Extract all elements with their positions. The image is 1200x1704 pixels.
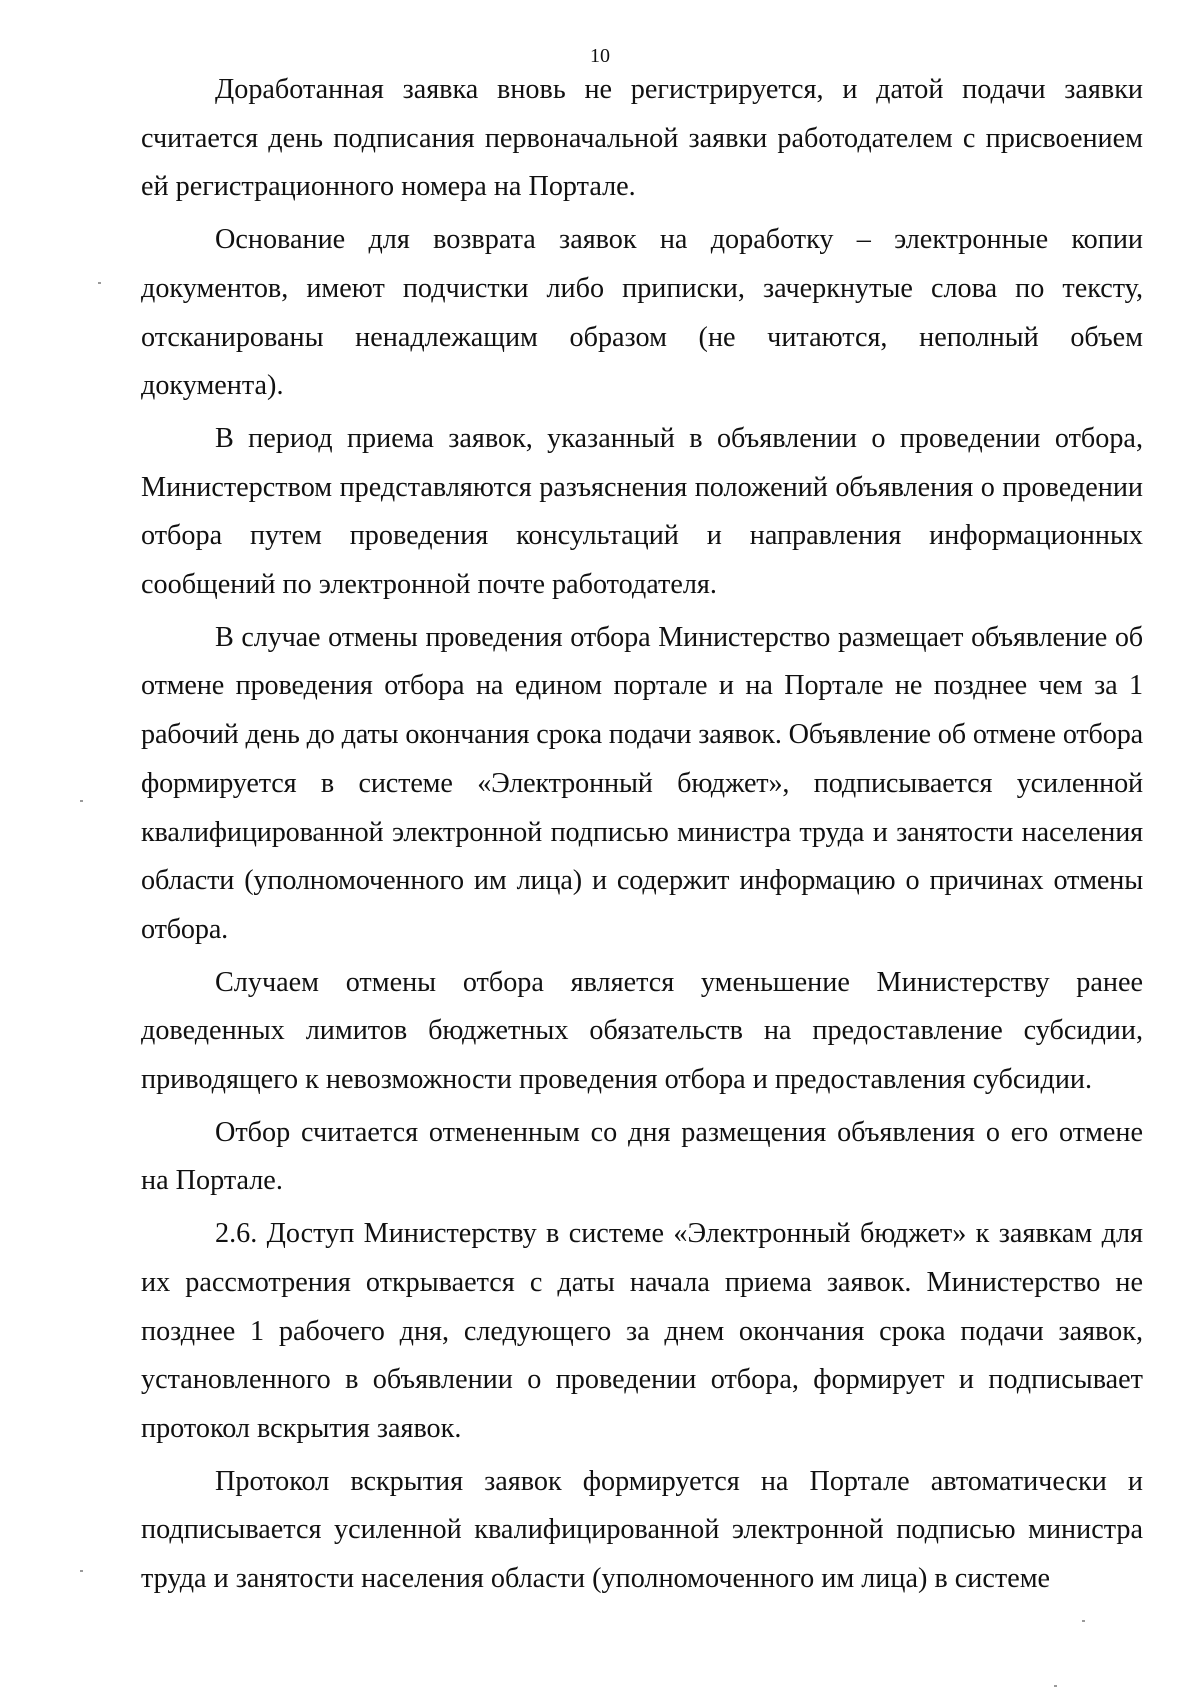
scan-speck xyxy=(80,800,83,802)
scan-speck xyxy=(1054,1685,1057,1687)
paragraph-section-2-6: 2.6. Доступ Министерству в системе «Электронный бюджет» к заявкам для их рассмотрения открывается с даты начала приема заявок. Министерство не позднее 1 рабочего дня, следующего за днем окончания срока подачи заявок, установленного в объявлении о проведении отбора, формирует и подписывает протокол вскрытия заявок. xyxy=(141,1218,1143,1444)
paragraph-opening-protocol: Протокол вскрытия заявок формируется на Портале автоматически и подписывается усиленной квалифицированной электронной подписью министра труда и занятости населения области (уполномоченного им лица) в системе xyxy=(141,1465,1143,1595)
paragraph-cancellation-notice: В случае отмены проведения отбора Министерство размещает объявление об отмене проведения отбора на едином портале и на Портале не позднее чем за 1 рабочий день до даты окончания срока подачи заявок. Объявление об отмене отбора формируется в системе «Электронный бюджет», подписывается усиленной квалифицированной электронной подписью министра труда и занятости населения области (уполномоченного им лица) и содержит информацию о причинах отмены отбора. xyxy=(141,621,1143,945)
paragraph-clarifications: В период приема заявок, указанный в объявлении о проведении отбора, Министерством представляются разъяснения положений объявления о проведении отбора путем проведения консультаций и направления информационных сообщений по электронной почте работодателя. xyxy=(141,422,1143,601)
scan-speck xyxy=(98,282,101,284)
document-body xyxy=(141,66,1143,1608)
page-number: 10 xyxy=(590,45,610,67)
scan-speck xyxy=(80,1570,83,1572)
paragraph-revised-application: Доработанная заявка вновь не регистрируется, и датой подачи заявки считается день подписания первоначальной заявки работодателем с присвоением ей регистрационного номера на Портале. xyxy=(141,74,1143,203)
paragraph-cancellation-effective: Отбор считается отмененным со дня размещения объявления о его отмене на Портале. xyxy=(141,1116,1143,1197)
scan-speck xyxy=(1082,1620,1085,1622)
paragraph-return-grounds: Основание для возврата заявок на доработку – электронные копии документов, имеют подчистки либо приписки, зачеркнутые слова по тексту, отсканированы ненадлежащим образом (не читаются, неполный объем документа). xyxy=(141,224,1143,402)
paragraph-cancellation-case: Случаем отмены отбора является уменьшение Министерству ранее доведенных лимитов бюджетных обязательств на предоставление субсидии, приводящего к невозможности проведения отбора и предоставления субсидии. xyxy=(141,966,1143,1096)
